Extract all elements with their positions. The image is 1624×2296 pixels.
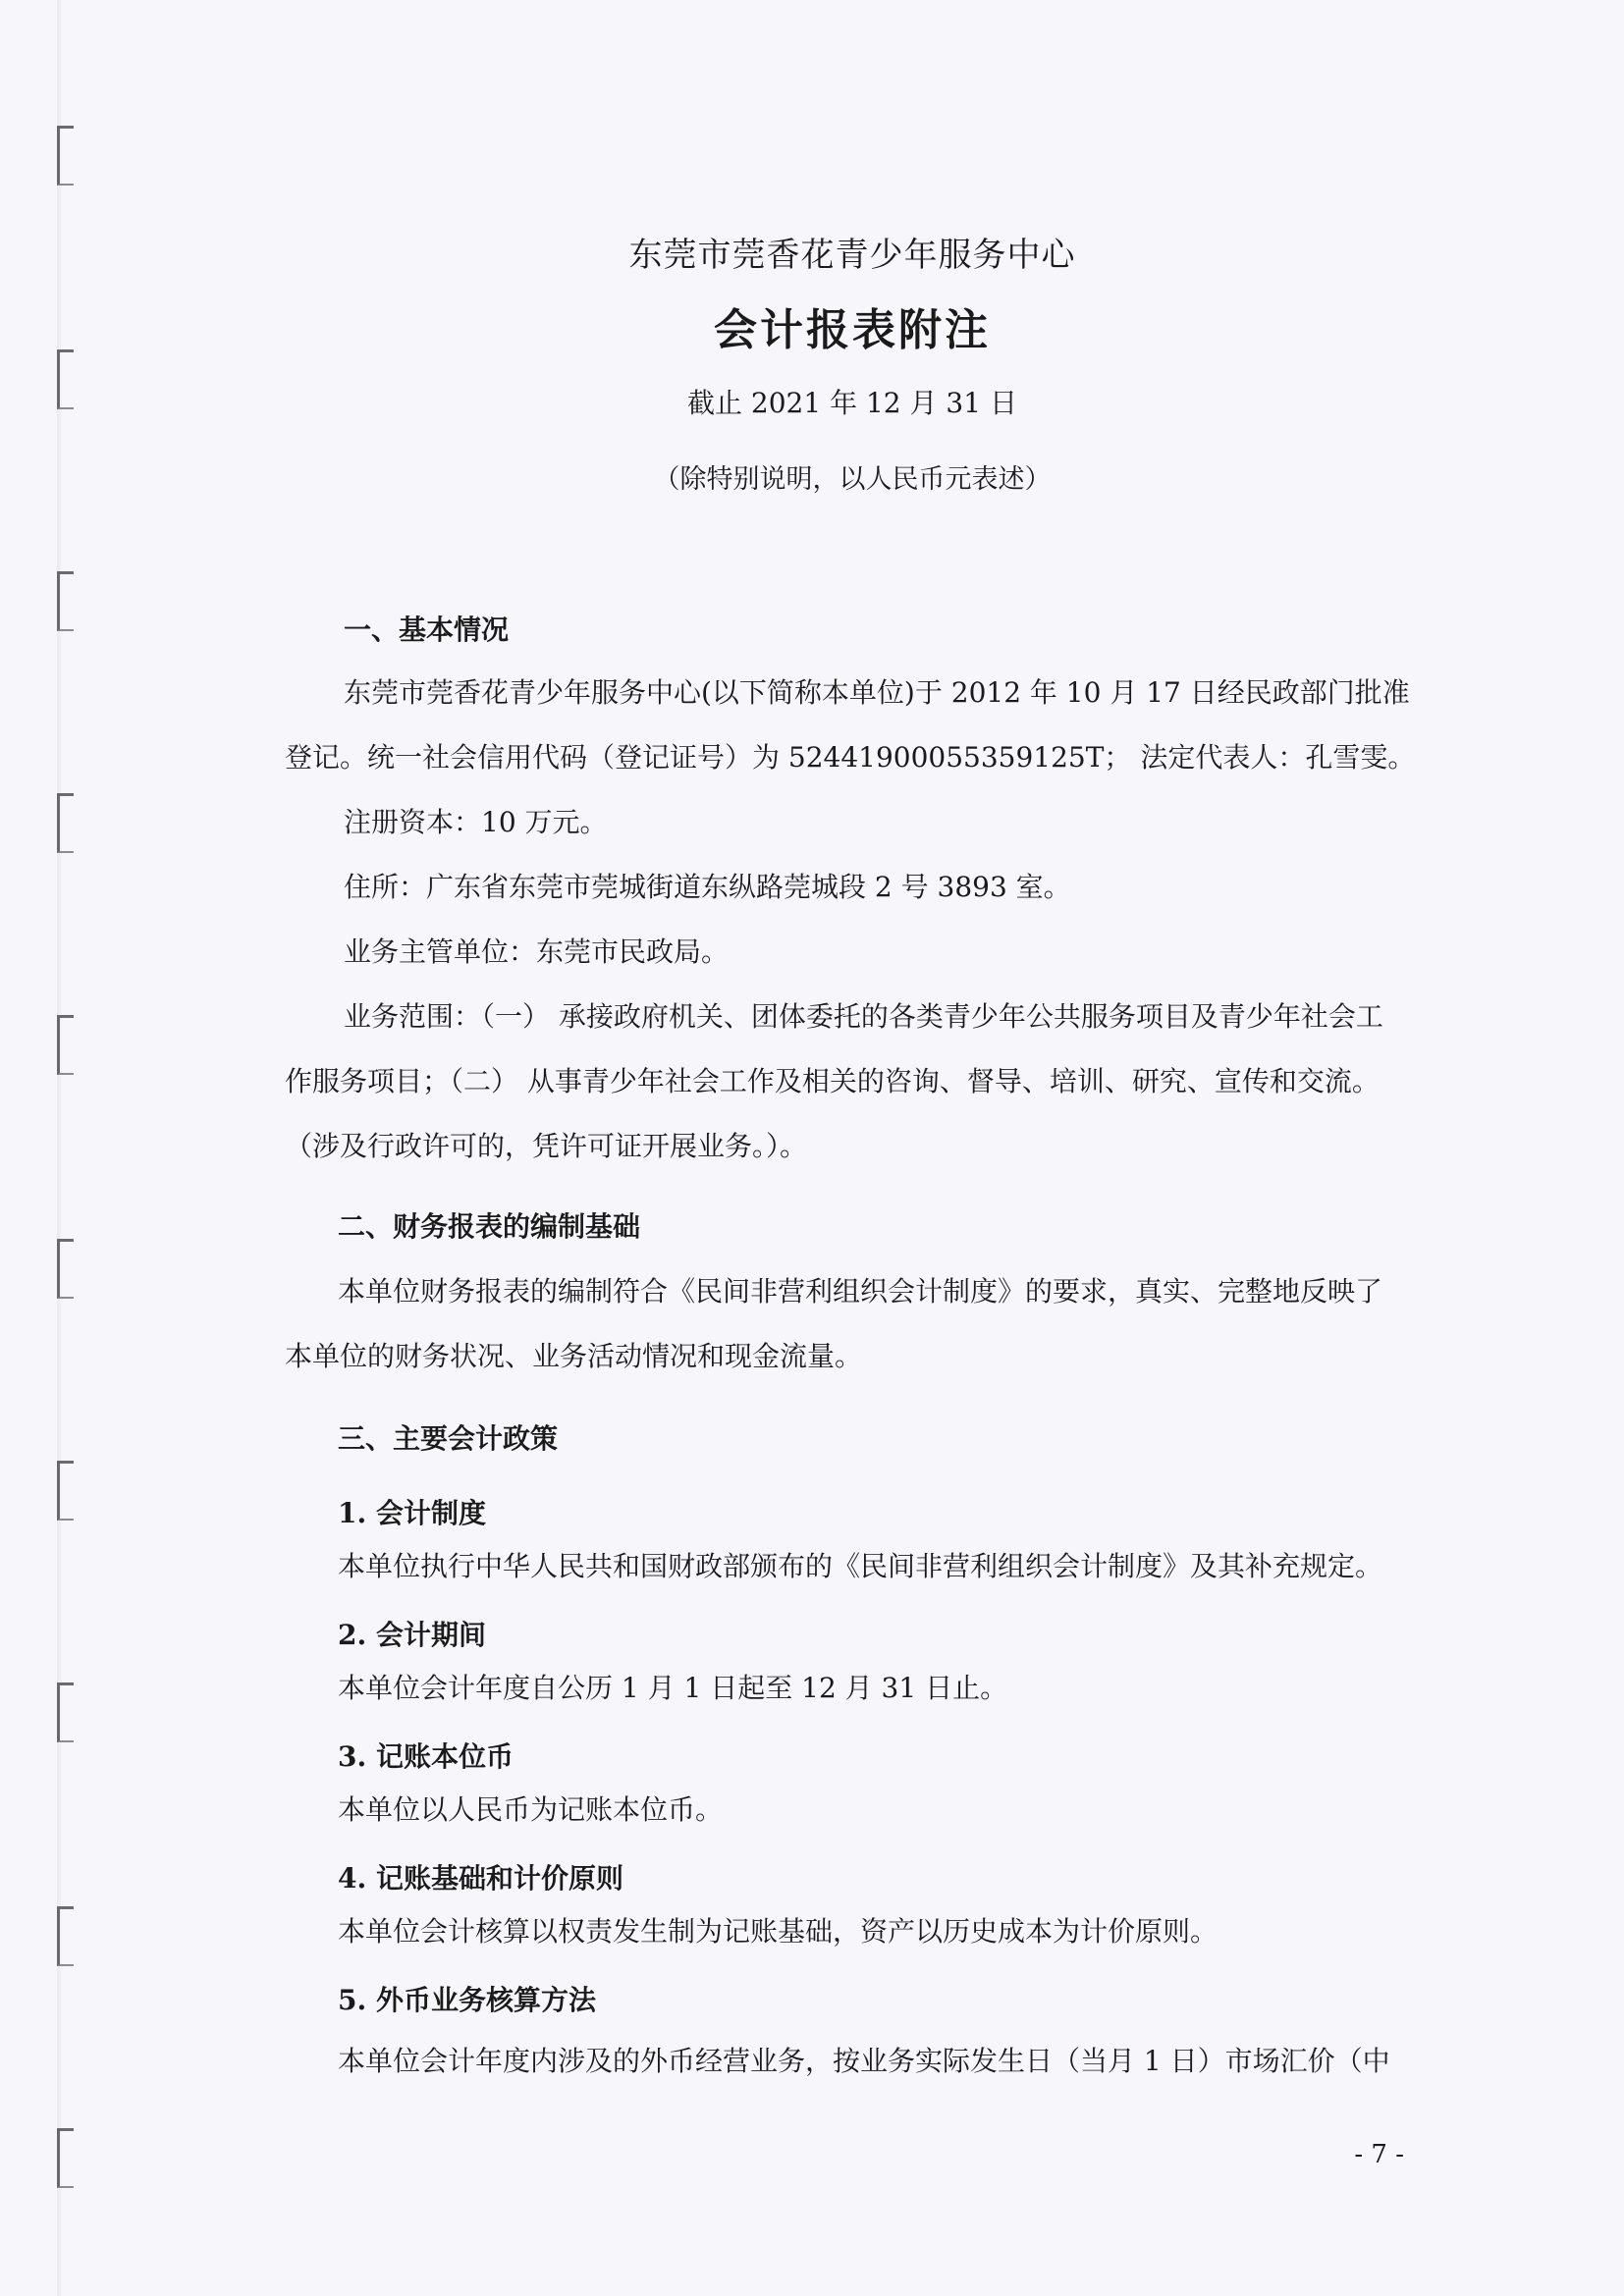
org-title: 东莞市莞香花青少年服务中心 (628, 236, 1076, 275)
section2-paragraph-line: 本单位的财务状况、业务活动情况和现金流量。 (285, 1340, 863, 1372)
registered-capital: 注册资本：10 万元。 (344, 806, 608, 838)
policy-item-title: 5. 外币业务核算方法 (338, 1984, 596, 2016)
binding-bracket (57, 1239, 74, 1299)
section2-paragraph-line: 本单位财务报表的编制符合《民间非营利组织会计制度》的要求，真实、完整地反映了 (338, 1275, 1383, 1308)
policy-item-text: 本单位会计核算以权责发生制为记账基础，资产以历史成本为计价原则。 (338, 1915, 1218, 1948)
binding-bracket (57, 2128, 74, 2188)
business-scope-line: （涉及行政许可的，凭许可证开展业务。）。 (285, 1130, 808, 1162)
policy-item-text: 本单位会计年度内涉及的外币经营业务，按业务实际发生日（当月 1 日）市场汇价（中 (338, 2045, 1390, 2077)
policy-item-text: 本单位执行中华人民共和国财政部颁布的《民间非营利组织会计制度》及其补充规定。 (338, 1550, 1383, 1582)
policy-item-text: 本单位以人民币为记账本位币。 (338, 1793, 724, 1826)
as-of-date: 截止 2021 年 12 月 31 日 (687, 387, 1017, 419)
policy-item-title: 2. 会计期间 (338, 1619, 486, 1651)
currency-note: （除特别说明，以人民币元表述） (653, 464, 1052, 495)
binding-bracket (57, 1906, 74, 1966)
section1-paragraph-line: 登记。统一社会信用代码（登记证号）为 52441900055359125T； 法定代表人：孔雪雯。 (285, 741, 1416, 774)
binding-marks (57, 0, 86, 2296)
section1-heading: 一、基本情况 (344, 614, 510, 646)
section2-heading: 二、财务报表的编制基础 (338, 1210, 641, 1243)
business-scope-line: 作服务项目；（二） 从事青少年社会工作及相关的咨询、督导、培训、研究、宣传和交流。 (285, 1065, 1380, 1097)
binding-bracket (57, 793, 74, 853)
binding-bracket (57, 1015, 74, 1075)
binding-bracket (57, 1461, 74, 1521)
policy-item-title: 3. 记账本位币 (338, 1740, 514, 1773)
policy-item-title: 1. 会计制度 (338, 1497, 486, 1529)
binding-bracket (57, 571, 74, 631)
address: 住所：广东省东莞市莞城街道东纵路莞城段 2 号 3893 室。 (344, 871, 1071, 903)
binding-bracket (57, 349, 74, 409)
supervising-authority: 业务主管单位：东莞市民政局。 (344, 935, 730, 968)
binding-bracket (57, 1682, 74, 1742)
doc-title: 会计报表附注 (714, 305, 991, 355)
page-number: - 7 - (1354, 2140, 1404, 2169)
binding-bracket (57, 126, 74, 186)
section3-heading: 三、主要会计政策 (338, 1422, 559, 1455)
section1-paragraph-line: 东莞市莞香花青少年服务中心(以下简称本单位)于 2012 年 10 月 17 日经民政部门批准 (344, 676, 1410, 709)
business-scope-line: 业务范围：（一） 承接政府机关、团体委托的各类青少年公共服务项目及青少年社会工 (344, 1000, 1383, 1033)
policy-item-text: 本单位会计年度自公历 1 月 1 日起至 12 月 31 日止。 (338, 1672, 1008, 1704)
policy-item-title: 4. 记账基础和计价原则 (338, 1862, 623, 1895)
